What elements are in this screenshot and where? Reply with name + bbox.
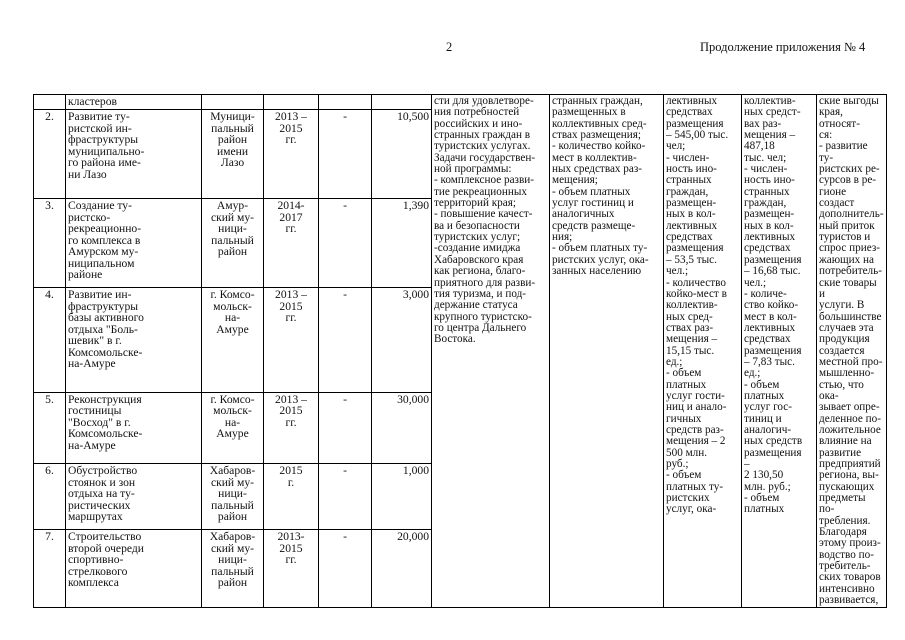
row-number: 2. (34, 110, 66, 199)
activity-name: Развитие ин- фраструктуры базы активного отдыха "Боль- шевик" в г. Комсомольске- на-Амуре (66, 288, 202, 393)
activity-period: 2013 – 2015 гг. (264, 288, 319, 393)
cell-period (264, 95, 319, 110)
cell-dash (319, 95, 372, 110)
activity-name: Развитие ту- ристской ин- фраструктуры муниципально- го района име- ни Лазо (66, 110, 202, 199)
activity-location: Амур- ский му- ници- пальный район (202, 199, 264, 288)
row-number: 6. (34, 464, 66, 530)
program-activities-table (33, 94, 887, 608)
activity-location: Муници- пальный район имени Лазо (202, 110, 264, 199)
activity-location: Хабаров- ский му- ници- пальный район (202, 530, 264, 608)
cell-location (202, 95, 264, 110)
activity-amount: 3,000 (372, 288, 432, 393)
activity-amount: 10,500 (372, 110, 432, 199)
row-number: 7. (34, 530, 66, 608)
activity-amount: 1,000 (372, 464, 432, 530)
cell-name: кластеров (66, 95, 202, 110)
indicators-column: странных граждан, размещенных в коллективных сред- ствах размещения; - количество койко- мест в коллектив- ных средствах раз- мещения; - объем платных услуг гостиниц и аналогичных средств размеще- ния; - объем платных ту- ристских услуг, ока- занных населению (550, 95, 664, 608)
activity-period: 2014- 2017 гг. (264, 199, 319, 288)
activity-location: Хабаров- ский му- ници- пальный район (202, 464, 264, 530)
activity-period: 2013 – 2015 гг. (264, 392, 319, 464)
row-number: 5. (34, 392, 66, 464)
activity-dash: - (319, 110, 372, 199)
activity-dash: - (319, 199, 372, 288)
activity-name: Строительство второй очереди спортивно- стрелкового комплекса (66, 530, 202, 608)
activity-location: г. Комсо- мольск- на- Амуре (202, 288, 264, 393)
indicator-values-column-a: лективных средствах размещения – 545,00 тыс. чел; - числен- ность ино- странных граждан, размещен- ных в кол- лективных средствах размещения – 53,5 тыс. чел.; - количество койко-мест в коллектив- ных сред- ствах раз- мещения – 15,15 тыс. ед.; - объем платных услуг гости- ниц и анало- гичных средств раз- мещения – 2 500 млн. руб.; - объем платных ту- ристских услуг, ока- (664, 95, 742, 608)
appendix-continuation-title: Продолжение приложения № 4 (700, 40, 866, 54)
activity-period: 2015 г. (264, 464, 319, 530)
activity-name: Обустройство стоянок и зон отдыха на ту- ристических маршрутах (66, 464, 202, 530)
effects-column: ские выгоды края, относят- ся: - развитие ту- ристских ре- сурсов в ре- гионе создаст дополнитель- ный приток туристов и спрос приез- жающих на потребитель- ские товары и услуги. В большинстве случаев эта продукция создается местной про- мышленно- стью, что ока- зывает опре- деленное по- ложительное влияние на развитие предприятий региона, вы- пускающих предметы по- требления. Благодаря этому произ- водство по- требитель- ских товаров интенсивно развивается, (817, 95, 887, 608)
row-number: 3. (34, 199, 66, 288)
activity-period: 2013 – 2015 гг. (264, 110, 319, 199)
activity-name: Реконструкция гостиницы "Восход" в г. Комсомольске- на-Амуре (66, 392, 202, 464)
page-number: 2 (446, 40, 453, 54)
goals-tasks-column: сти для удовлетворе- ния потребностей российских и ино- странных граждан в туристских услугах. Задачи государствен- ной программы: - комплексное разви- тие рекреационных территорий края; - повышение качест- ва и безопасности туристских услуг; -создание имиджа Хабаровского края как региона, благо- приятного для разви- тия туризма, и под- держание статуса крупного туристско- го центра Дальнего Востока. (432, 95, 550, 608)
row-number: 4. (34, 288, 66, 393)
activity-amount: 20,000 (372, 530, 432, 608)
indicator-values-column-b: коллектив- ных средст- вах раз- мещения – 487,18 тыс. чел; - числен- ность ино- странных граждан, размещен- ных в кол- лективных средствах размещения – 16,68 тыс. чел.; - количе- ство койко- мест в кол- лективных средствах размещения – 7,83 тыс. ед.; - объем платных услуг гос- тиниц и аналогич- ных средств размещения – 2 130,50 млн. руб.; - объем платных (742, 95, 817, 608)
continuation-row (34, 95, 887, 110)
activity-name: Создание ту- ристско- рекреационно- го комплекса в Амурском му- ниципальном районе (66, 199, 202, 288)
activity-dash: - (319, 288, 372, 393)
activity-dash: - (319, 530, 372, 608)
cell-amount (372, 95, 432, 110)
activity-amount: 1,390 (372, 199, 432, 288)
activity-dash: - (319, 392, 372, 464)
activity-amount: 30,000 (372, 392, 432, 464)
cell-num (34, 95, 66, 110)
activity-location: г. Комсо- мольск- на- Амуре (202, 392, 264, 464)
activity-dash: - (319, 464, 372, 530)
activity-period: 2013- 2015 гг. (264, 530, 319, 608)
